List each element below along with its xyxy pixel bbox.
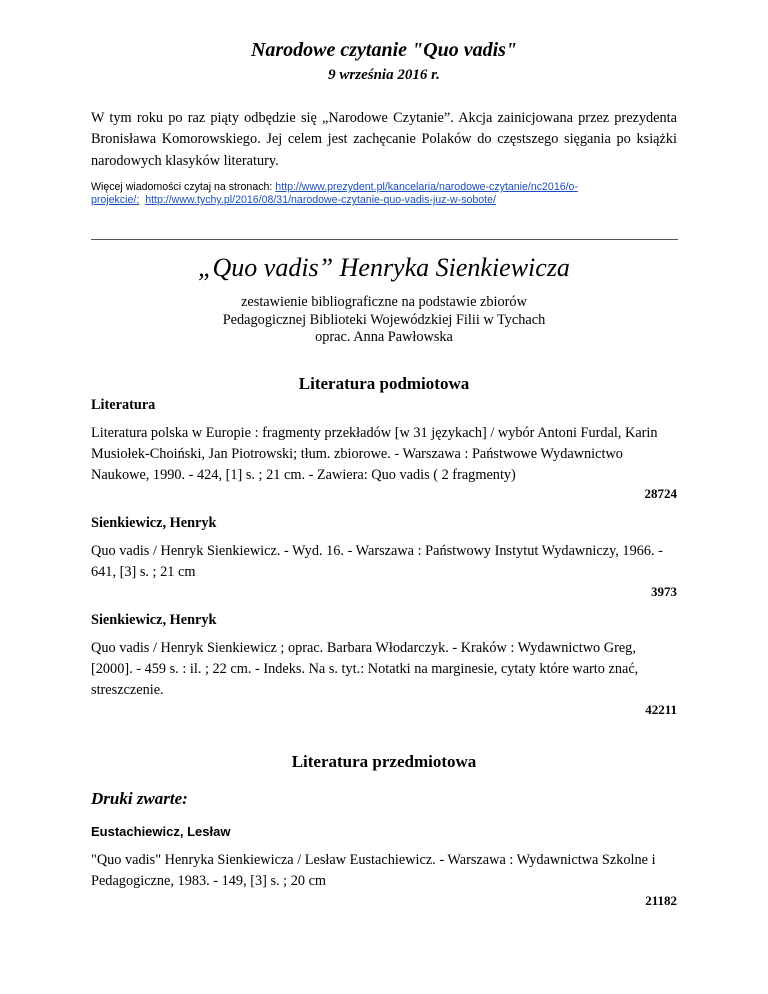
section-heading-przedmiotowa: Literatura przedmiotowa: [291, 752, 477, 771]
link-prezydent[interactable]: http://www.prezydent.pl/kancelaria/narodowe-czytanie/nc2016/o- projekcie/;: [91, 181, 578, 206]
divider: [91, 239, 678, 240]
bibliography-line: Pedagogicznej Biblioteki Wojewódzkiej Filii w Tychach: [222, 311, 546, 328]
entry-description: Quo vadis / Henryk Sienkiewicz ; oprac. Barbara Włodarczyk. - Kraków : Wydawnictwo Greg, [2000]. - 459 s. : il. ; 22 cm. - Indeks. Na s. tyt.: Notatki na marginesie, cytaty które warto znać, streszczenie.: [91, 640, 639, 698]
link-tychy[interactable]: http://www.tychy.pl/2016/08/31/narodowe-czytanie-quo-vadis-juz-w-sobote/: [145, 194, 496, 206]
entry-signature: 28724: [644, 486, 677, 501]
event-date: 9 września 2016 r.: [328, 67, 440, 83]
entry-author: Sienkiewicz, Henryk: [91, 612, 217, 628]
more-info-label: Więcej wiadomości czytaj na stronach:: [91, 181, 276, 193]
entry-description: "Quo vadis" Henryka Sienkiewicza / Lesław Eustachiewicz. - Warszawa : Wydawnictwa Szkolne i Pedagogiczne, 1983. - 149, [3] s. ; 20 cm: [91, 852, 656, 889]
entry-signature: 3973: [651, 584, 677, 599]
page-title: Narodowe czytanie "Quo vadis": [250, 39, 518, 61]
entry-description: Literatura polska w Europie : fragmenty przekładów [w 31 językach] / wybór Antoni Furdal, Karin Musiołek-Choiński, Jan Piotrowski; tłum. zbiorowe. - Warszawa : Państwowe Wydawnictwo Naukowe, 1990. - 424, [1] s. ; 21 cm. - Zawiera: Quo vadis ( 2 fragmenty): [91, 425, 658, 483]
entry-author: Eustachiewicz, Lesław: [91, 824, 231, 839]
entry-author: Sienkiewicz, Henryk: [91, 515, 217, 531]
bibliography-author: oprac. Anna Pawłowska: [315, 329, 453, 345]
entry-signature: 42211: [645, 702, 677, 717]
entry-description: Quo vadis / Henryk Sienkiewicz. - Wyd. 16. - Warszawa : Państwowy Instytut Wydawniczy, 1966. - 641, [3] s. ; 21 cm: [91, 543, 663, 580]
bibliography-info: [0, 294, 768, 347]
bibliography-title: „Quo vadis” Henryka Sienkiewicza: [198, 253, 570, 282]
intro-paragraph: W tym roku po raz piąty odbędzie się „Narodowe Czytanie”. Akcja zainicjowana przez prezydenta Bronisława Komorowskiego. Jej celem jest zachęcanie Polaków do częstszego sięgania po książki narodowych klasyków literatury.: [91, 110, 677, 169]
more-info: [91, 181, 691, 207]
subsection-heading: Druki zwarte:: [91, 789, 188, 808]
entry-signature: 21182: [645, 893, 677, 908]
section-heading-podmiotowa: Literatura podmiotowa: [298, 374, 470, 393]
category-label: Literatura: [91, 397, 156, 413]
bibliography-line: zestawienie bibliograficzne na podstawie zbiorów: [241, 294, 527, 310]
